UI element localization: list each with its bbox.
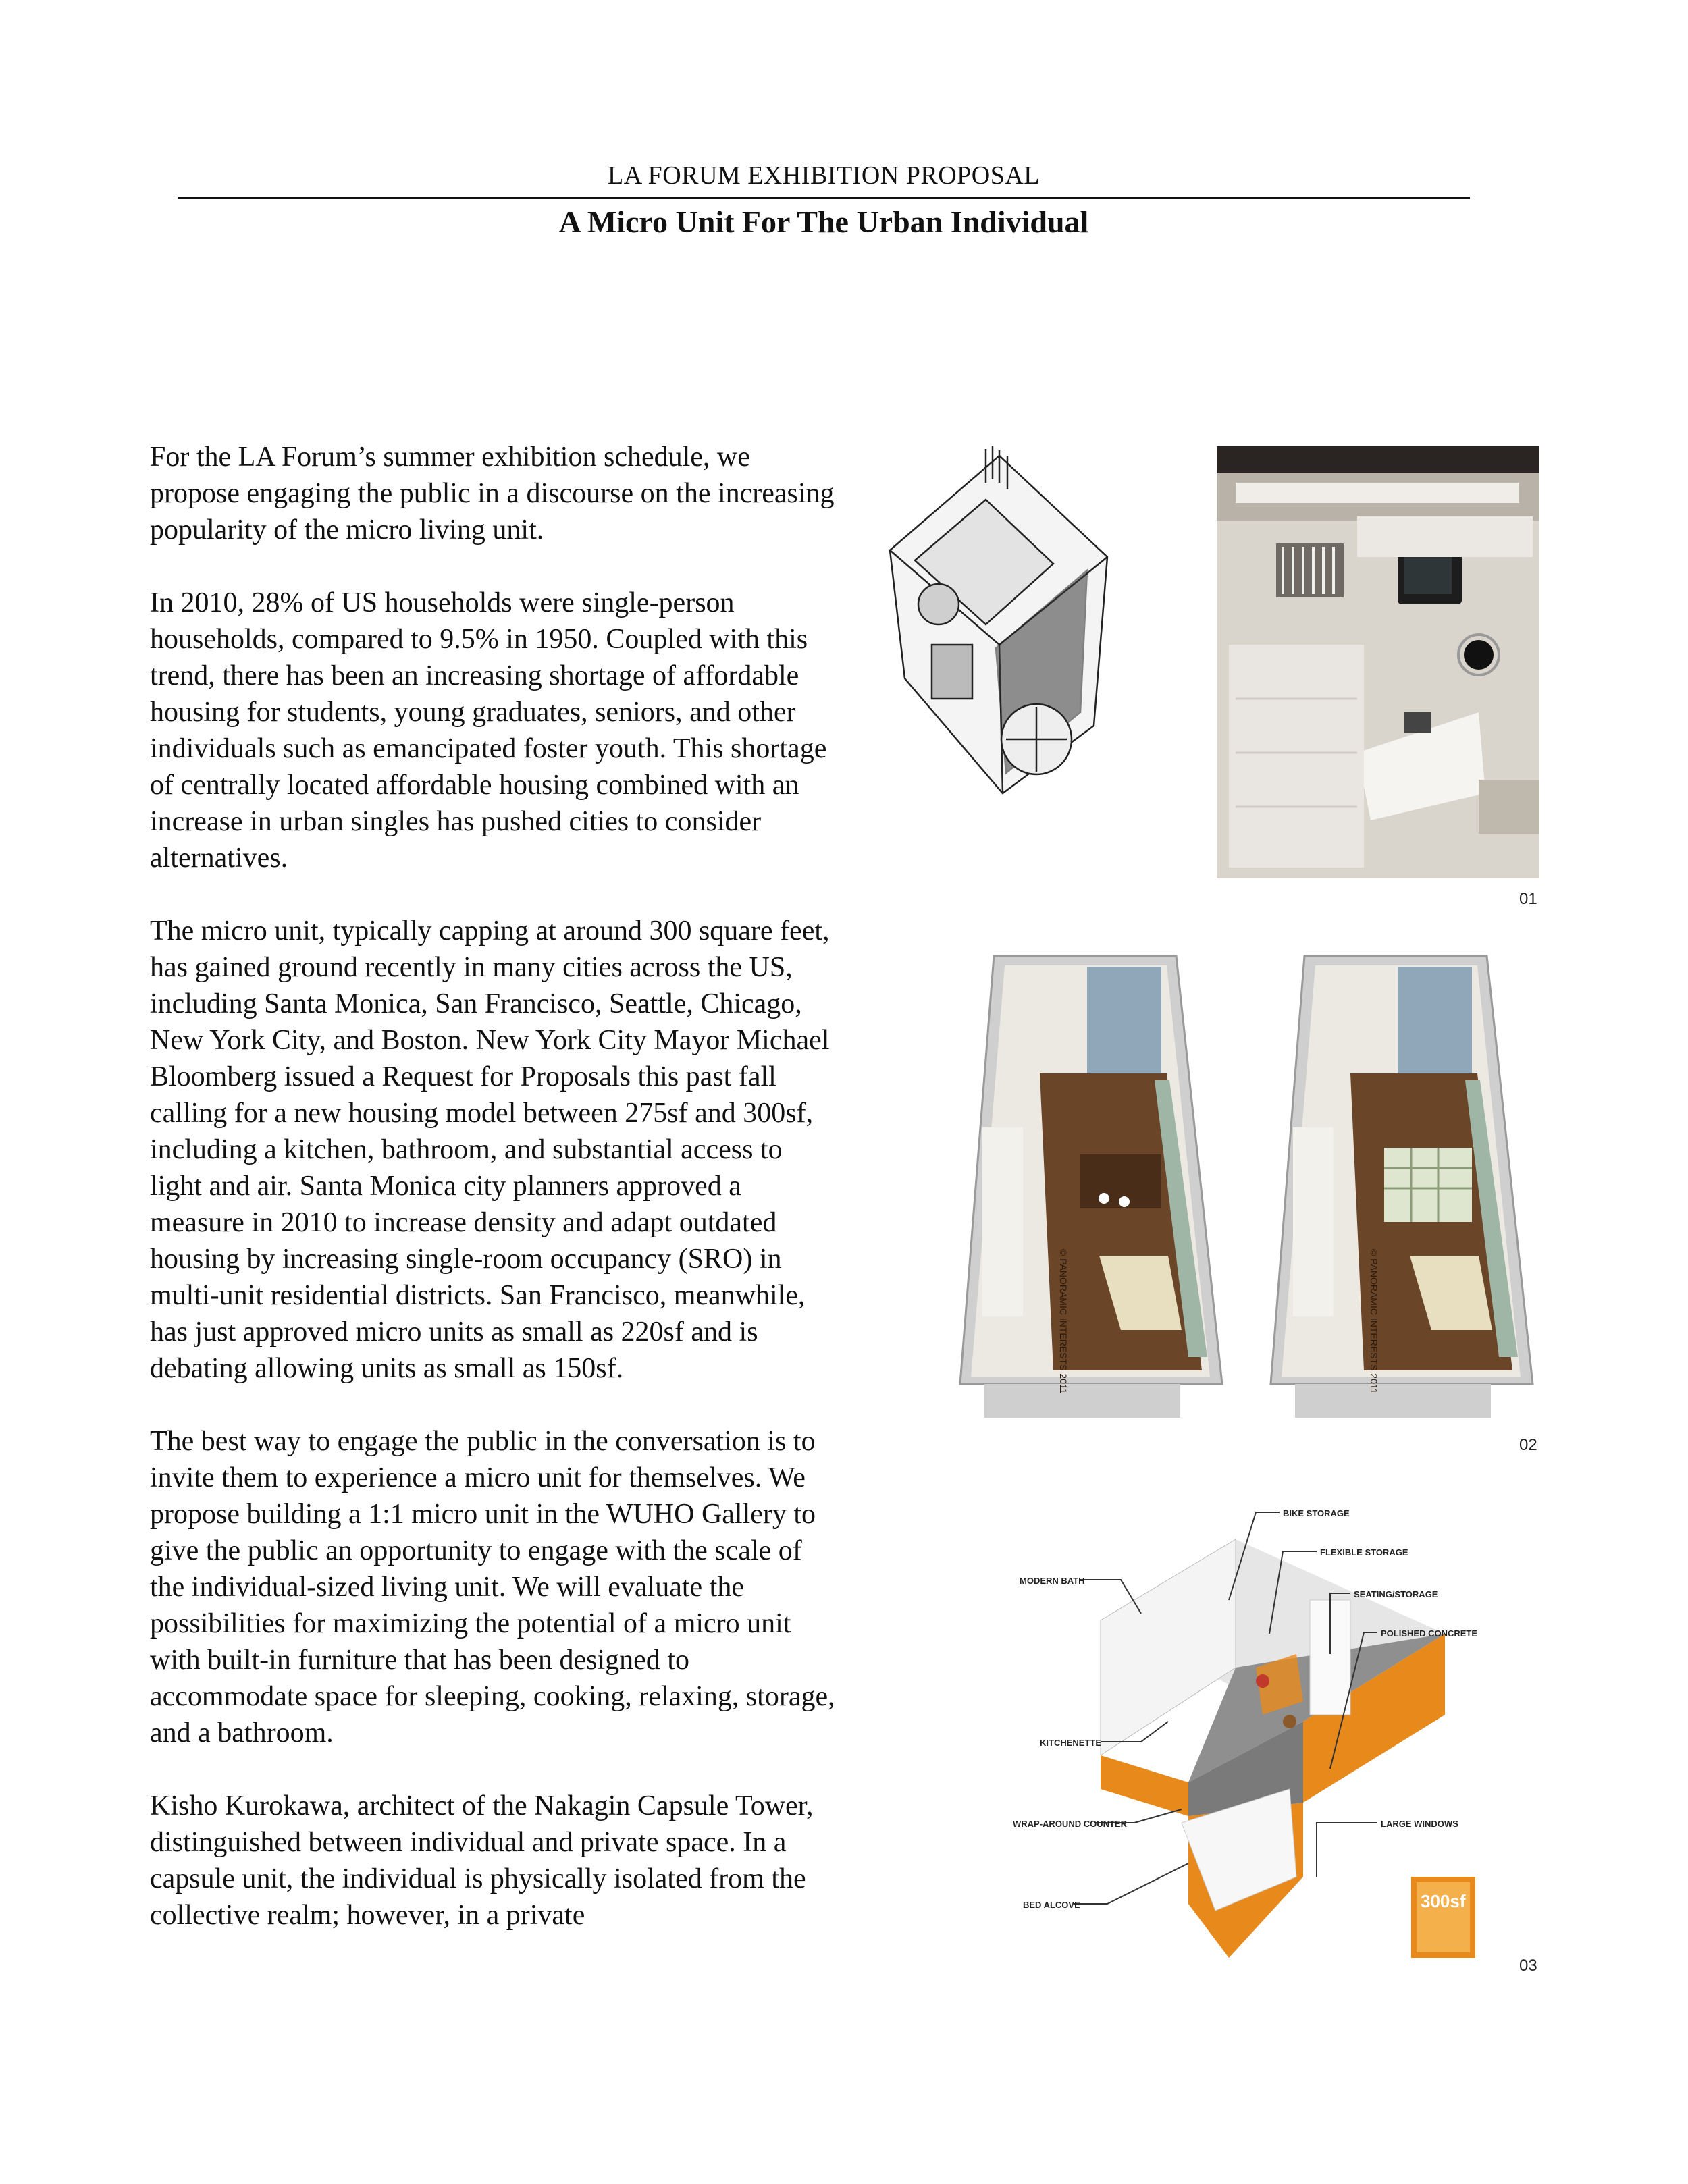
paragraph: The micro unit, typically capping at around 300 square feet, has gained ground recently in many cities across the US, including Santa Monica, San Francisco, Seattle, Chicago, New York City, and Boston. New York City Mayor Michael Bloomberg issued a Request for Proposals this past fall calling for a new housing model between 275sf and 300sf, including a kitchen, bathroom, and substantial access to light and air. Santa Monica city planners approved a measure in 2010 to increase density and adapt outdated housing by increasing single-room occupancy (SRO) in multi-unit residential districts. San Francisco, meanwhile, has just approved micro units as small as 220sf and is debating allowing units as small as 150sf. <box>150 915 830 1384</box>
paragraph: Kisho Kurokawa, architect of the Nakagin Capsule Tower, distinguished between individual and private space. In a capsule unit, the individual is physically isolated from the collective realm; however, in a private <box>150 1790 814 1931</box>
page-title: A Micro Unit For The Urban Individual <box>558 205 1089 239</box>
paragraph: In 2010, 28% of US households were single-person households, compared to 9.5% in 1950. Coupled with this trend, there has been an increasing shortage of affordable housing for students, young graduates, seniors, and other individuals such as emancipated foster youth. This shortage of centrally located affordable housing combined with an increase in urban singles has pushed cities to consider alternatives. <box>150 587 827 874</box>
figure-caption: 03 <box>1519 1956 1537 1975</box>
page-header <box>178 157 1470 194</box>
capsule-interior-photo <box>1217 446 1539 878</box>
figure-01 <box>885 442 1546 881</box>
paragraph: For the LA Forum’s summer exhibition schedule, we propose engaging the public in a discourse on the increasing popularity of the micro living unit. <box>150 442 835 545</box>
label-bike-storage: BIKE STORAGE <box>1283 1508 1350 1518</box>
watermark-text: © PANORAMIC INTERESTS 2011 <box>1369 1249 1379 1394</box>
micro-unit-floorplans <box>952 952 1546 1431</box>
watermark-text: © PANORAMIC INTERESTS 2011 <box>1058 1249 1069 1394</box>
isometric-unit-model <box>1101 1539 1445 1958</box>
floorplan-rendering-living <box>960 956 1222 1418</box>
label-wrap-around-counter: WRAP-AROUND COUNTER <box>1013 1819 1127 1829</box>
label-bed-alcove: BED ALCOVE <box>1023 1900 1080 1910</box>
label-polished-concrete: POLISHED CONCRETE <box>1381 1628 1478 1639</box>
capsule-isometric-drawing <box>890 446 1107 793</box>
label-flexible-storage: FLEXIBLE STORAGE <box>1320 1547 1408 1557</box>
figure-02 <box>952 952 1546 1431</box>
header-rule <box>178 197 1470 199</box>
label-kitchenette: KITCHENETTE <box>1040 1738 1101 1748</box>
figure-caption: 02 <box>1519 1436 1537 1454</box>
capsule-drawing-and-photo <box>885 442 1546 881</box>
label-large-windows: LARGE WINDOWS <box>1381 1819 1458 1829</box>
badge-300sf <box>1411 1877 1475 1958</box>
floorplan-rendering-sleeping <box>1271 956 1533 1418</box>
label-seating-storage: SEATING/STORAGE <box>1354 1589 1438 1599</box>
header-kicker: LA FORUM EXHIBITION PROPOSAL <box>608 161 1040 190</box>
paragraph: The best way to engage the public in the conversation is to invite them to experience a micro unit for themselves. We propose building a 1:1 micro unit in the WUHO Gallery to give the public an opportunity to engage with the scale of the individual-sized living unit. We will evaluate the possibilities for maximizing the potential of a micro unit with built-in furniture that has been designed to accommodate space for sleeping, cooking, relaxing, storage, and a bathroom. <box>150 1426 835 1749</box>
badge-text: 300sf <box>1421 1891 1466 1911</box>
figure-caption: 01 <box>1519 890 1537 908</box>
label-modern-bath: MODERN BATH <box>1020 1576 1085 1586</box>
figure-03 <box>1013 1499 1499 1978</box>
body-text <box>150 439 839 1970</box>
annotated-micro-unit <box>1013 1499 1499 1978</box>
